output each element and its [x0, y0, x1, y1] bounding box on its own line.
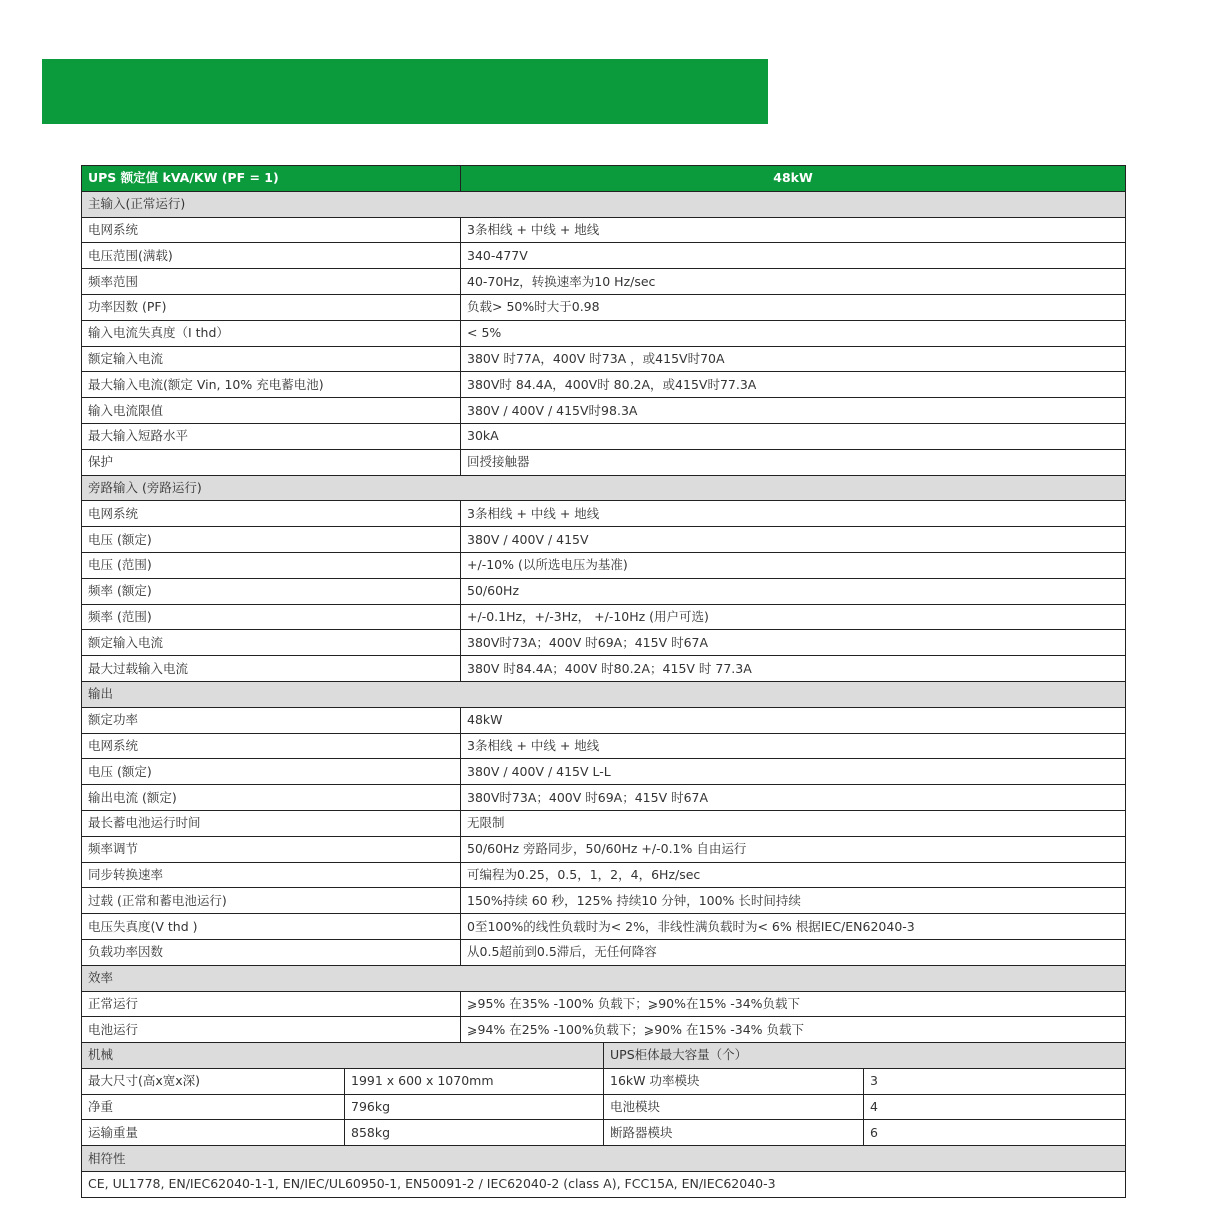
mech-label: 运输重量: [82, 1120, 345, 1146]
capacity-label: 断路器模块: [604, 1120, 864, 1146]
section-header-mechanical: [82, 1043, 1126, 1069]
spec-label: 电压范围(满载): [82, 243, 461, 269]
table-row: [82, 862, 1126, 888]
mech-label: 净重: [82, 1094, 345, 1120]
spec-label: 电池运行: [82, 1017, 461, 1043]
spec-label: 电网系统: [82, 733, 461, 759]
capacity-value: 3: [864, 1068, 1126, 1094]
spec-value: 380V 时84.4A；400V 时80.2A；415V 时 77.3A: [461, 656, 1126, 682]
section-title: 效率: [82, 965, 1126, 991]
spec-value: 380V / 400V / 415V: [461, 527, 1126, 553]
table-row: [82, 1068, 1126, 1094]
spec-value: 无限制: [461, 810, 1126, 836]
spec-label: 最大过载输入电流: [82, 656, 461, 682]
section-title: 旁路输入 (旁路运行): [82, 475, 1126, 501]
table-row: [82, 759, 1126, 785]
spec-value: 50/60Hz 旁路同步，50/60Hz +/-0.1% 自由运行: [461, 836, 1126, 862]
spec-label: 额定输入电流: [82, 630, 461, 656]
table-row: [82, 991, 1126, 1017]
spec-value: 50/60Hz: [461, 578, 1126, 604]
table-row: [82, 630, 1126, 656]
spec-value: 150%持续 60 秒，125% 持续10 分钟，100% 长时间持续: [461, 888, 1126, 914]
section-header-bypass-input: [82, 475, 1126, 501]
capacity-title: UPS柜体最大容量（个）: [604, 1043, 1126, 1069]
rating-label: UPS 额定值 kVA/KW (PF = 1): [82, 166, 461, 192]
table-row: [82, 346, 1126, 372]
spec-value: 3条相线 + 中线 + 地线: [461, 217, 1126, 243]
spec-value: 从0.5超前到0.5滞后，无任何降容: [461, 939, 1126, 965]
spec-label: 最大输入电流(额定 Vin, 10% 充电蓄电池): [82, 372, 461, 398]
table-row: [82, 398, 1126, 424]
table-row: [82, 914, 1126, 940]
section-header-compliance: [82, 1146, 1126, 1172]
spec-label: 频率 (范围): [82, 604, 461, 630]
table-row: [82, 423, 1126, 449]
table-row: [82, 1172, 1126, 1198]
capacity-label: 16kW 功率模块: [604, 1068, 864, 1094]
section-header-efficiency: [82, 965, 1126, 991]
spec-label: 功率因数 (PF): [82, 294, 461, 320]
table-row: [82, 527, 1126, 553]
table-row: [82, 810, 1126, 836]
spec-label: 频率 (额定): [82, 578, 461, 604]
spec-value: 30kA: [461, 423, 1126, 449]
capacity-value: 6: [864, 1120, 1126, 1146]
spec-label: 输出电流 (额定): [82, 785, 461, 811]
spec-table-body: [82, 166, 1126, 1198]
spec-label: 同步转换速率: [82, 862, 461, 888]
spec-label: 电压 (范围): [82, 552, 461, 578]
table-row: [82, 656, 1126, 682]
header-banner: [42, 59, 768, 124]
spec-value: 3条相线 + 中线 + 地线: [461, 501, 1126, 527]
table-row: [82, 836, 1126, 862]
spec-label: 正常运行: [82, 991, 461, 1017]
mech-value: 858kg: [345, 1120, 604, 1146]
table-row: [82, 217, 1126, 243]
spec-value: 380V 时77A，400V 时73A ，或415V时70A: [461, 346, 1126, 372]
spec-label: 保护: [82, 449, 461, 475]
spec-value: 可编程为0.25，0.5，1，2，4，6Hz/sec: [461, 862, 1126, 888]
section-title: 主输入(正常运行): [82, 191, 1126, 217]
spec-label: 输入电流失真度（I thd）: [82, 320, 461, 346]
compliance-text: CE, UL1778, EN/IEC62040-1-1, EN/IEC/UL60950-1, EN50091-2 / IEC62040-2 (class A), FCC15A, EN/IEC62040-3: [82, 1172, 1126, 1198]
table-row: [82, 449, 1126, 475]
section-title: 输出: [82, 681, 1126, 707]
spec-value: 380V / 400V / 415V时98.3A: [461, 398, 1126, 424]
spec-value: 40-70Hz，转换速率为10 Hz/sec: [461, 269, 1126, 295]
spec-value: 380V / 400V / 415V L-L: [461, 759, 1126, 785]
table-row: [82, 888, 1126, 914]
spec-label: 频率范围: [82, 269, 461, 295]
table-row: [82, 269, 1126, 295]
spec-value: ⩾95% 在35% -100% 负载下；⩾90%在15% -34%负载下: [461, 991, 1126, 1017]
spec-label: 最大输入短路水平: [82, 423, 461, 449]
spec-value: +/-10% (以所选电压为基准): [461, 552, 1126, 578]
table-row: [82, 604, 1126, 630]
spec-value: 380V时 84.4A，400V时 80.2A，或415V时77.3A: [461, 372, 1126, 398]
section-header-main-input: [82, 191, 1126, 217]
section-title: 相符性: [82, 1146, 1126, 1172]
table-row: [82, 552, 1126, 578]
spec-label: 负载功率因数: [82, 939, 461, 965]
spec-value: 回授接触器: [461, 449, 1126, 475]
spec-value: 0至100%的线性负载时为< 2%，非线性满负载时为< 6% 根据IEC/EN62040-3: [461, 914, 1126, 940]
spec-label: 额定输入电流: [82, 346, 461, 372]
spec-label: 电压 (额定): [82, 759, 461, 785]
spec-value: 负载> 50%时大于0.98: [461, 294, 1126, 320]
table-row: [82, 372, 1126, 398]
table-row: [82, 1017, 1126, 1043]
spec-label: 过载 (正常和蓄电池运行): [82, 888, 461, 914]
table-row: [82, 1094, 1126, 1120]
table-row: [82, 501, 1126, 527]
capacity-label: 电池模块: [604, 1094, 864, 1120]
rating-value: 48kW: [461, 166, 1126, 192]
spec-label: 额定功率: [82, 707, 461, 733]
table-row: [82, 294, 1126, 320]
capacity-value: 4: [864, 1094, 1126, 1120]
table-row: [82, 707, 1126, 733]
mech-value: 1991 x 600 x 1070mm: [345, 1068, 604, 1094]
mech-label: 最大尺寸(高x宽x深): [82, 1068, 345, 1094]
spec-table: [81, 165, 1126, 1198]
spec-value: 48kW: [461, 707, 1126, 733]
spec-label: 电网系统: [82, 501, 461, 527]
table-row: [82, 785, 1126, 811]
spec-value: +/-0.1Hz，+/-3Hz， +/-10Hz (用户可选): [461, 604, 1126, 630]
table-row: [82, 939, 1126, 965]
table-header-row: [82, 166, 1126, 192]
table-row: [82, 578, 1126, 604]
spec-value: 340-477V: [461, 243, 1126, 269]
table-row: [82, 1120, 1126, 1146]
spec-value: < 5%: [461, 320, 1126, 346]
spec-value: ⩾94% 在25% -100%负载下；⩾90% 在15% -34% 负载下: [461, 1017, 1126, 1043]
table-row: [82, 733, 1126, 759]
spec-label: 电网系统: [82, 217, 461, 243]
mech-value: 796kg: [345, 1094, 604, 1120]
spec-label: 输入电流限值: [82, 398, 461, 424]
table-row: [82, 320, 1126, 346]
spec-value: 380V时73A；400V 时69A；415V 时67A: [461, 630, 1126, 656]
spec-value: 380V时73A；400V 时69A；415V 时67A: [461, 785, 1126, 811]
spec-label: 电压失真度(V thd ): [82, 914, 461, 940]
spec-label: 电压 (额定): [82, 527, 461, 553]
table-row: [82, 243, 1126, 269]
spec-label: 频率调节: [82, 836, 461, 862]
spec-label: 最长蓄电池运行时间: [82, 810, 461, 836]
section-title: 机械: [82, 1043, 604, 1069]
spec-value: 3条相线 + 中线 + 地线: [461, 733, 1126, 759]
section-header-output: [82, 681, 1126, 707]
